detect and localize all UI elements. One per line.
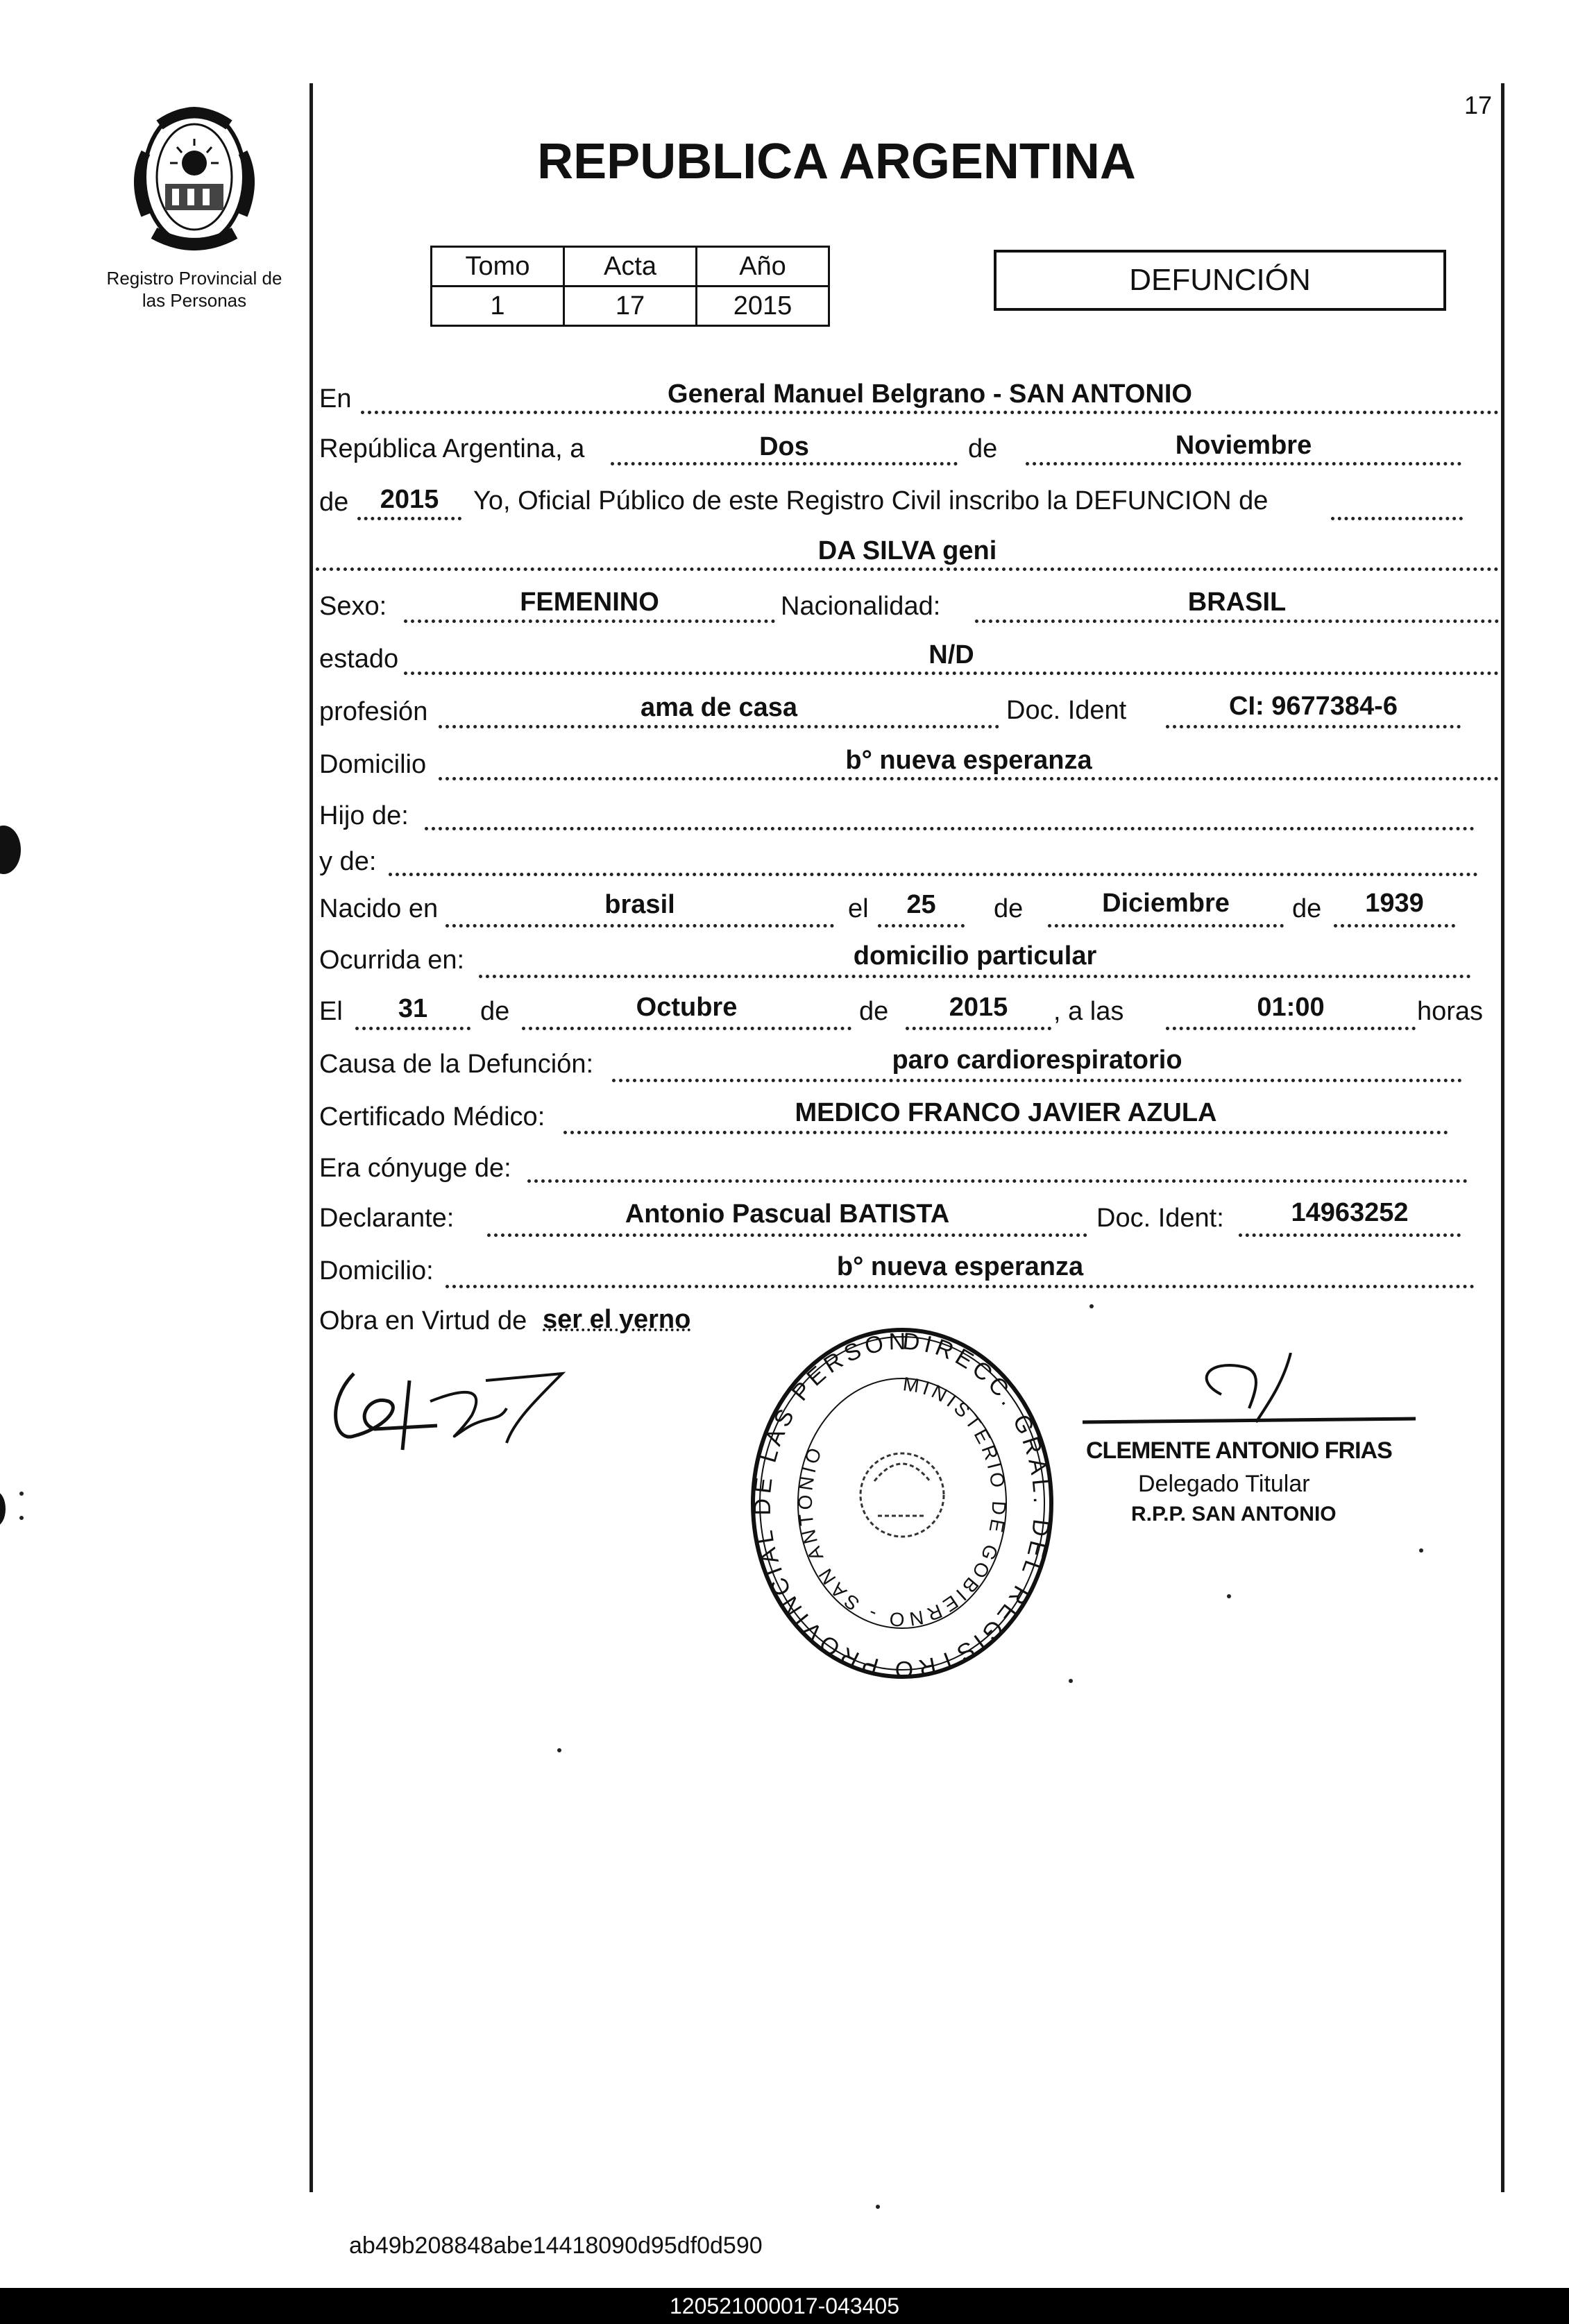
punch-hole-mark <box>0 1492 6 1526</box>
deceased-dotline <box>316 567 1499 571</box>
hijo-dotline <box>425 827 1475 830</box>
estado-dotline <box>404 672 1499 675</box>
de-label: de <box>968 434 998 463</box>
de-label-3: de <box>1292 894 1322 923</box>
registry-line-1: Registro Provincial de <box>106 268 282 289</box>
acta-value: 17 <box>564 287 697 326</box>
page-title: REPUBLICA ARGENTINA <box>537 134 1136 189</box>
profesion-value: ama de casa <box>640 693 798 722</box>
ocurrida-value: domicilio particular <box>853 941 1097 971</box>
act-type-box: DEFUNCIÓN <box>994 250 1446 311</box>
scan-mark <box>1419 1548 1423 1553</box>
death-year: 2015 <box>949 993 1008 1022</box>
domicilio-label: Domicilio <box>319 750 427 779</box>
birth-month-dotline <box>1048 924 1284 928</box>
death-day: 31 <box>398 994 428 1023</box>
domicilio2-label: Domicilio: <box>319 1256 434 1285</box>
punch-hole-mark <box>0 826 21 874</box>
domicilio-dotline <box>439 777 1499 780</box>
causa-label: Causa de la Defunción: <box>319 1050 594 1079</box>
death-month: Octubre <box>636 993 738 1022</box>
domicilio-value: b° nueva esperanza <box>845 746 1092 775</box>
document-hash: ab49b208848abe14418090d95df0d590 <box>349 2232 763 2259</box>
scan-mark <box>876 2205 880 2209</box>
domicilio2-value: b° nueva esperanza <box>836 1252 1084 1281</box>
scan-mark <box>1069 1679 1073 1683</box>
footer-code: 120521000017-043405 <box>670 2293 899 2318</box>
year-value: 2015 <box>380 485 439 514</box>
doc-ident-label: Doc. Ident <box>1006 696 1127 725</box>
de-label-5: de <box>859 997 889 1026</box>
declarant-signature <box>326 1360 576 1464</box>
tomo-value: 1 <box>432 287 564 326</box>
ocurrida-label: Ocurrida en: <box>319 946 465 975</box>
doc-ident-dotline <box>1166 725 1461 728</box>
causa-value: paro cardiorespiratorio <box>892 1045 1182 1075</box>
doc-ident2-label: Doc. Ident: <box>1096 1204 1224 1233</box>
declarante-value: Antonio Pascual BATISTA <box>625 1199 950 1229</box>
nacionalidad-label: Nacionalidad: <box>781 592 941 621</box>
stamp-outer-text: DIRECC. GRAL. DEL REGISTRO PROVINCIAL DE LAS PERSON <box>749 1328 1055 1683</box>
anio-value: 2015 <box>697 287 829 326</box>
certificado-dotline <box>563 1131 1448 1134</box>
registry-name <box>83 267 305 311</box>
profesion-label: profesión <box>319 697 428 726</box>
obra-label: Obra en Virtud de <box>319 1306 527 1335</box>
official-role: Delegado Titular <box>1138 1471 1310 1497</box>
official-signature <box>1083 1353 1430 1436</box>
official-stamp <box>739 1322 1065 1686</box>
certificado-label: Certificado Médico: <box>319 1102 545 1131</box>
yde-label: y de: <box>319 847 377 876</box>
obra-value: ser el yerno <box>543 1305 691 1334</box>
scan-mark <box>557 1748 561 1752</box>
oficial-text: Yo, Oficial Público de este Registro Civil inscribo la DEFUNCION de <box>473 486 1269 515</box>
scan-mark <box>1089 1304 1094 1308</box>
svg-text:MINISTERIO DE GOBIERNO - SAN A <box>795 1373 1010 1630</box>
scan-mark <box>19 1516 24 1520</box>
year-prefix-label: de <box>319 488 349 517</box>
death-time: 01:00 <box>1257 993 1325 1022</box>
certificado-value: MEDICO FRANCO JAVIER AZULA <box>795 1098 1217 1127</box>
de-label-4: de <box>480 997 510 1026</box>
year-dotline <box>357 517 461 520</box>
death-year-dotline <box>906 1027 1051 1030</box>
conyuge-dotline <box>527 1179 1468 1183</box>
page-number: 17 <box>1464 91 1493 119</box>
scan-mark <box>1227 1594 1231 1598</box>
nacido-dotline <box>446 924 834 928</box>
en-label: En <box>319 384 352 413</box>
ocurrida-dotline <box>479 975 1471 978</box>
death-month-dotline <box>522 1027 851 1030</box>
official-name: CLEMENTE ANTONIO FRIAS <box>1086 1437 1392 1464</box>
death-time-dotline <box>1166 1027 1416 1030</box>
birth-year: 1939 <box>1365 889 1424 918</box>
horas-label: horas <box>1417 997 1484 1026</box>
domicilio2-dotline <box>446 1285 1475 1288</box>
birth-day: 25 <box>906 890 936 919</box>
right-margin-line <box>1501 83 1504 2192</box>
day-value: Dos <box>759 432 809 461</box>
yde-dotline <box>389 873 1478 876</box>
nacido-value: brasil <box>604 890 675 919</box>
oficial-dotline <box>1331 517 1463 520</box>
el-label: el <box>848 894 869 923</box>
hijo-label: Hijo de: <box>319 801 409 830</box>
day-dotline <box>611 462 958 465</box>
deceased-name: DA SILVA geni <box>817 536 997 565</box>
sexo-dotline <box>404 620 775 623</box>
left-margin-line <box>309 83 313 2192</box>
nacido-label: Nacido en <box>319 894 439 923</box>
nacionalidad-value: BRASIL <box>1187 588 1287 617</box>
sexo-label: Sexo: <box>319 592 387 621</box>
birth-year-dotline <box>1334 924 1455 928</box>
en-dotline <box>361 411 1499 414</box>
profesion-dotline <box>439 725 999 728</box>
de-label-2: de <box>994 894 1024 923</box>
conyuge-label: Era cónyuge de: <box>319 1154 511 1183</box>
estado-label: estado <box>319 644 399 674</box>
scan-mark <box>19 1492 24 1496</box>
registry-table <box>430 246 830 327</box>
en-value: General Manuel Belgrano - SAN ANTONIO <box>668 379 1192 409</box>
birth-day-dotline <box>878 924 965 928</box>
nacionalidad-dotline <box>975 620 1499 623</box>
official-office: R.P.P. SAN ANTONIO <box>1131 1503 1337 1526</box>
acta-header: Acta <box>564 247 697 287</box>
month-dotline <box>1026 462 1461 465</box>
declarante-dotline <box>487 1233 1087 1237</box>
month-value: Noviembre <box>1175 431 1312 460</box>
tomo-header: Tomo <box>432 247 564 287</box>
el2-label: El <box>319 997 343 1026</box>
doc-ident2-dotline <box>1239 1233 1461 1237</box>
anio-header: Año <box>697 247 829 287</box>
doc-ident2-value: 14963252 <box>1291 1198 1409 1227</box>
registry-line-2: las Personas <box>142 290 247 311</box>
birth-month: Diciembre <box>1102 889 1230 918</box>
death-day-dotline <box>355 1027 470 1030</box>
sexo-value: FEMENINO <box>520 588 659 617</box>
stamp-inner-text: MINISTERIO DE GOBIERNO - SAN ANTONIO <box>794 1373 1010 1631</box>
declarante-label: Declarante: <box>319 1204 455 1233</box>
republica-label: República Argentina, a <box>319 434 585 463</box>
doc-ident-value: CI: 9677384-6 <box>1229 692 1398 721</box>
alas-label: , a las <box>1053 997 1124 1026</box>
causa-dotline <box>612 1079 1462 1082</box>
estado-value: N/D <box>928 640 974 669</box>
